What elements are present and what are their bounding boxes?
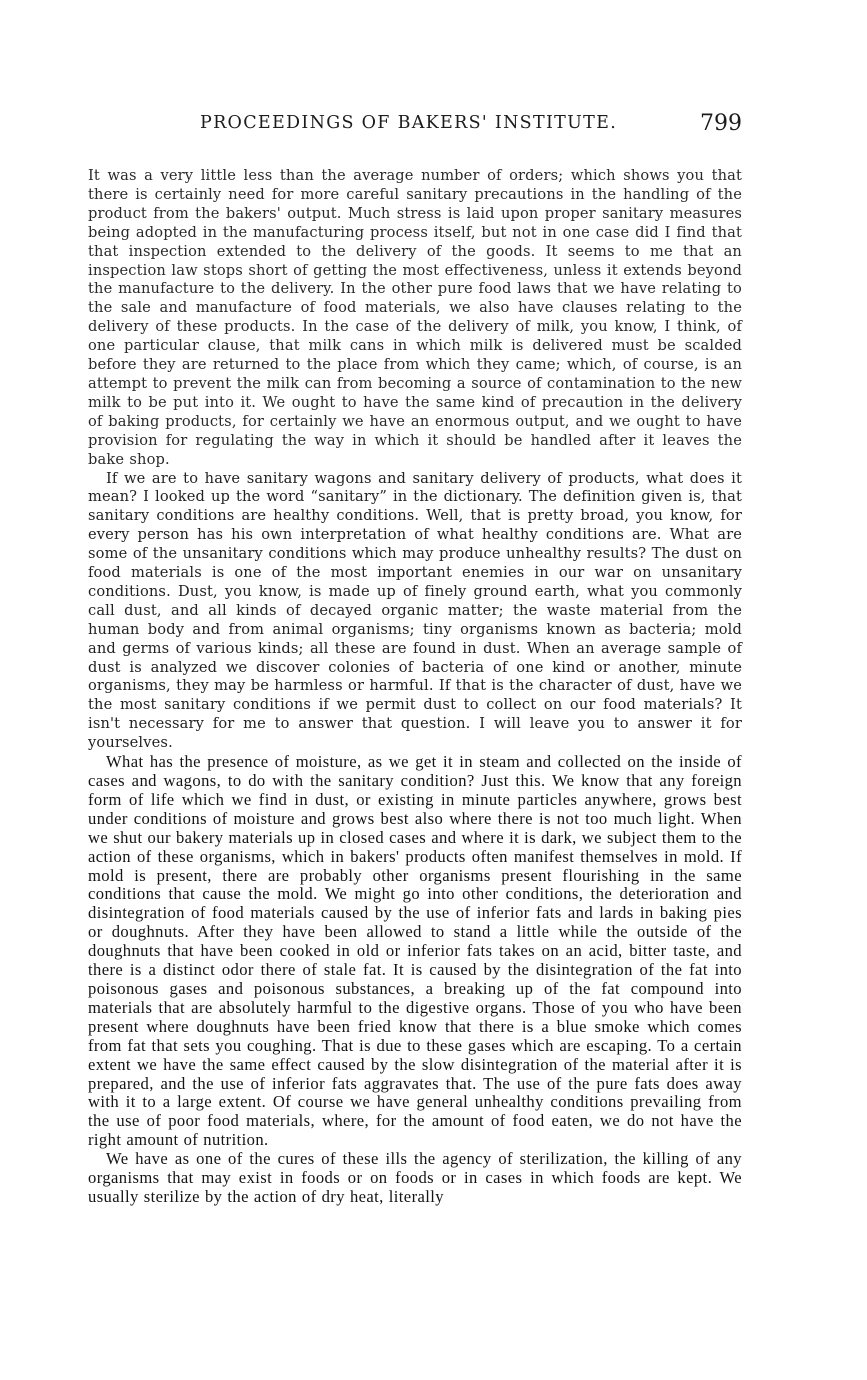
- paragraph-3: What has the presence of moisture, as we get it in steam and collected on the inside of cases and wagons, to do with the sanitary condition? Just this. We know that any foreign form of life which we find in dust, or existing in minute particles anywhere, grows best under conditions of moisture and grows best also where there is not too much light. When we shut our bakery materials up in closed cases and where it is dark, we subject them to the action of these organisms, which in bakers' products often manifest themselves in mold. If mold is present, there are probably other organisms present flourishing in the same conditions that cause the mold. We might go into other conditions, the deterioration and disintegration of food materials caused by the use of inferior fats and lards in baking pies or doughnuts. After they have been allowed to stand a little while the outside of the doughnuts that have been cooked in old or inferior fats takes on an acid, bitter taste, and there is a distinct odor there of stale fat. It is caused by the disintegration of the fat into poisonous gases and poisonous substances, a breaking up of the fat compound into materials that are absolutely harmful to the digestive organs. Those of you who have been present where doughnuts have been fried know that there is a blue smoke which comes from fat that sets you coughing. That is due to these gases which are escaping. To a certain extent we have the same effect caused by the slow disintegration of the material after it is prepared, and the use of inferior fats aggravates that. The use of the pure fats does away with it to a large extent. Of course we have general unhealthy conditions prevailing from the use of poor food materials, where, for the amount of food eaten, we do not have the right amount of nutrition.: [88, 752, 742, 1150]
- paragraph-4: We have as one of the cures of these ills the agency of sterilization, the killing of any organisms that may exist in foods or on foods or in cases in which foods are kept. We usually sterilize by the action of dry heat, literally: [88, 1149, 742, 1206]
- page-number: 799: [700, 111, 742, 136]
- running-title: PROCEEDINGS OF BAKERS' INSTITUTE.: [200, 113, 618, 133]
- body-text: [88, 167, 742, 1207]
- paragraph-2: If we are to have sanitary wagons and sanitary delivery of products, what does it mean? I looked up the word “sanitary” in the dictionary. The definition given is, that sanitary conditions are healthy conditions. Well, that is pretty broad, you know, for every person has his own interpretation of what healthy conditions are. What are some of the unsanitary conditions which may produce unhealthy results? The dust on food materials is one of the most important enemies in our war on unsanitary conditions. Dust, you know, is made up of finely ground earth, what you commonly call dust, and all kinds of decayed organic matter; the waste material from the human body and from animal organisms; tiny organisms known as bacteria; mold and germs of various kinds; all these are found in dust. When an average sample of dust is analyzed we discover colonies of bacteria of one kind or another, minute organisms, they may be harmless or harmful. If that is the character of dust, have we the most sanitary conditions if we permit dust to collect on our food materials? It isn't necessary for me to answer that question. I will leave you to answer it for yourselves.: [88, 469, 742, 752]
- paragraph-1: It was a very little less than the average number of orders; which shows you that there is certainly need for more careful sanitary precautions in the handling of the product from the bakers' output. Much stress is laid upon proper sanitary measures being adopted in the manufacturing process itself, but not in one case did I find that that inspection extended to the delivery of the goods. It seems to me that an inspection law stops short of getting the most effectiveness, unless it extends beyond the manufacture to the delivery. In the other pure food laws that we have relating to the sale and manufacture of food materials, we also have clauses relating to the delivery of these products. In the case of the delivery of milk, you know, I think, of one particular clause, that milk cans in which milk is delivered must be scalded before they are returned to the place from which they came; which, of course, is an attempt to prevent the milk can from becoming a source of contamination to the new milk to be put into it. We ought to have the same kind of precaution in the delivery of baking products, for certainly we have an enormous output, and we ought to have provision for regulating the way in which it should be handled after it leaves the bake shop.: [88, 167, 742, 468]
